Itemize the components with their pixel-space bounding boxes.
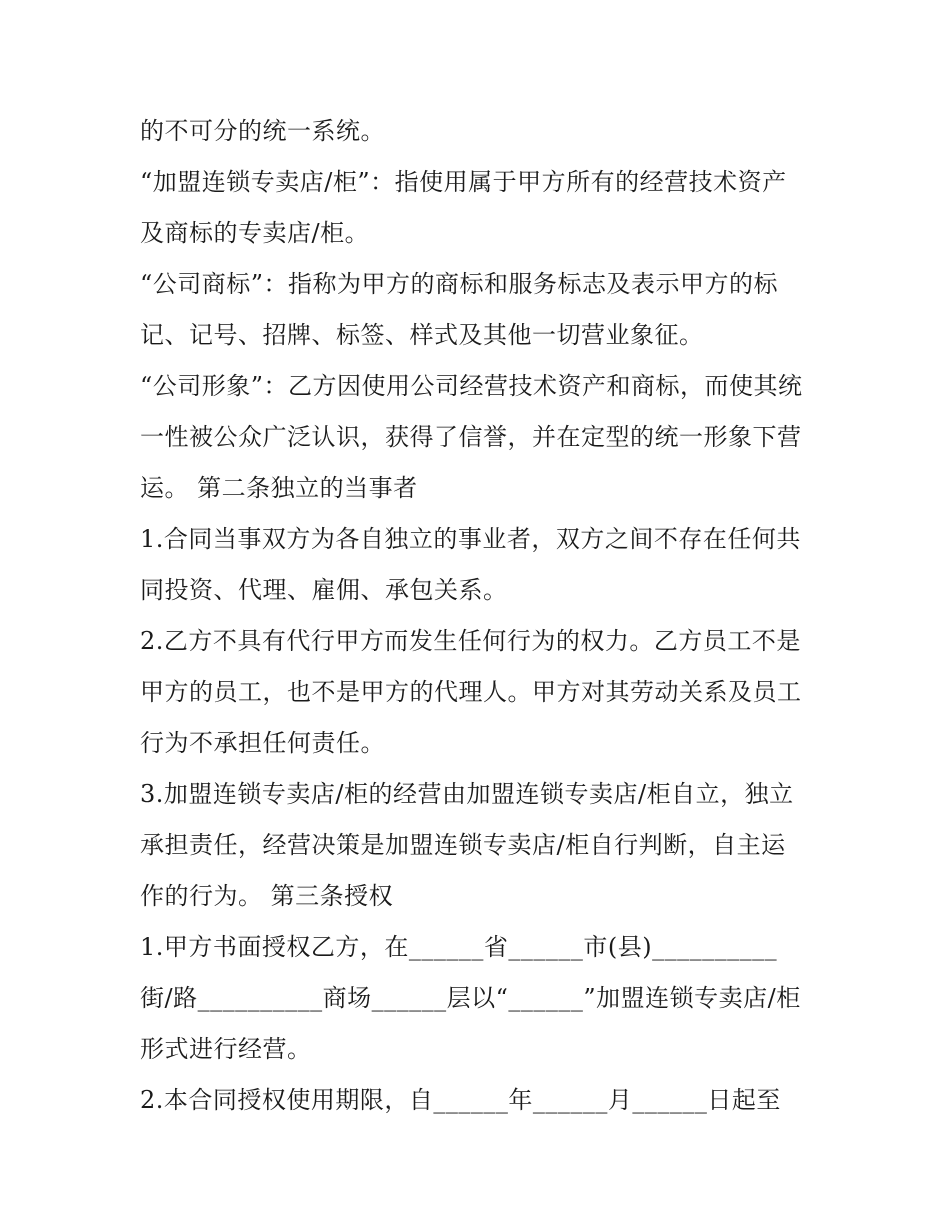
document-body (140, 106, 820, 1126)
section-heading-line: 运。 第二条独立的当事者 (140, 474, 418, 502)
text-line: 的不可分的统一系统。 (140, 117, 385, 145)
text-line: 甲方的员工，也不是甲方的代理人。甲方对其劳动关系及员工 (140, 678, 802, 706)
text-line: 记、记号、招牌、标签、样式及其他一切营业象征。 (140, 321, 704, 349)
text-line: 1.合同当事双方为各自独立的事业者，双方之间不存在任何共 (140, 525, 801, 553)
text-line: 一性被公众广泛认识，获得了信誉，并在定型的统一形象下营 (140, 423, 802, 451)
text-line: 2.乙方不具有代行甲方而发生任何行为的权力。乙方员工不是 (140, 627, 801, 655)
text-line: 行为不承担任何责任。 (140, 729, 385, 757)
text-line: “公司商标”：指称为甲方的商标和服务标志及表示甲方的标 (140, 270, 779, 298)
text-line: 3.加盟连锁专卖店/柜的经营由加盟连锁专卖店/柜自立，独立 (140, 780, 794, 808)
text-line: 形式进行经营。 (140, 1035, 312, 1063)
text-line: 同投资、代理、雇佣、承包关系。 (140, 576, 508, 604)
text-line: 承担责任，经营决策是加盟连锁专卖店/柜自行判断，自主运 (140, 831, 786, 859)
fill-in-line: 街/路__________商场______层以“______”加盟连锁专卖店/柜 (140, 984, 801, 1012)
text-line: “加盟连锁专卖店/柜”：指使用属于甲方所有的经营技术资产 (140, 168, 787, 196)
fill-in-line: 2.本合同授权使用期限，自______年______月______日起至 (140, 1086, 781, 1114)
text-line: 及商标的专卖店/柜。 (140, 219, 370, 247)
text-line: “公司形象”：乙方因使用公司经营技术资产和商标，而使其统 (140, 372, 803, 400)
section-heading-line: 作的行为。 第三条授权 (140, 882, 394, 910)
fill-in-line: 1.甲方书面授权乙方，在______省______市(县)__________ (140, 933, 778, 961)
